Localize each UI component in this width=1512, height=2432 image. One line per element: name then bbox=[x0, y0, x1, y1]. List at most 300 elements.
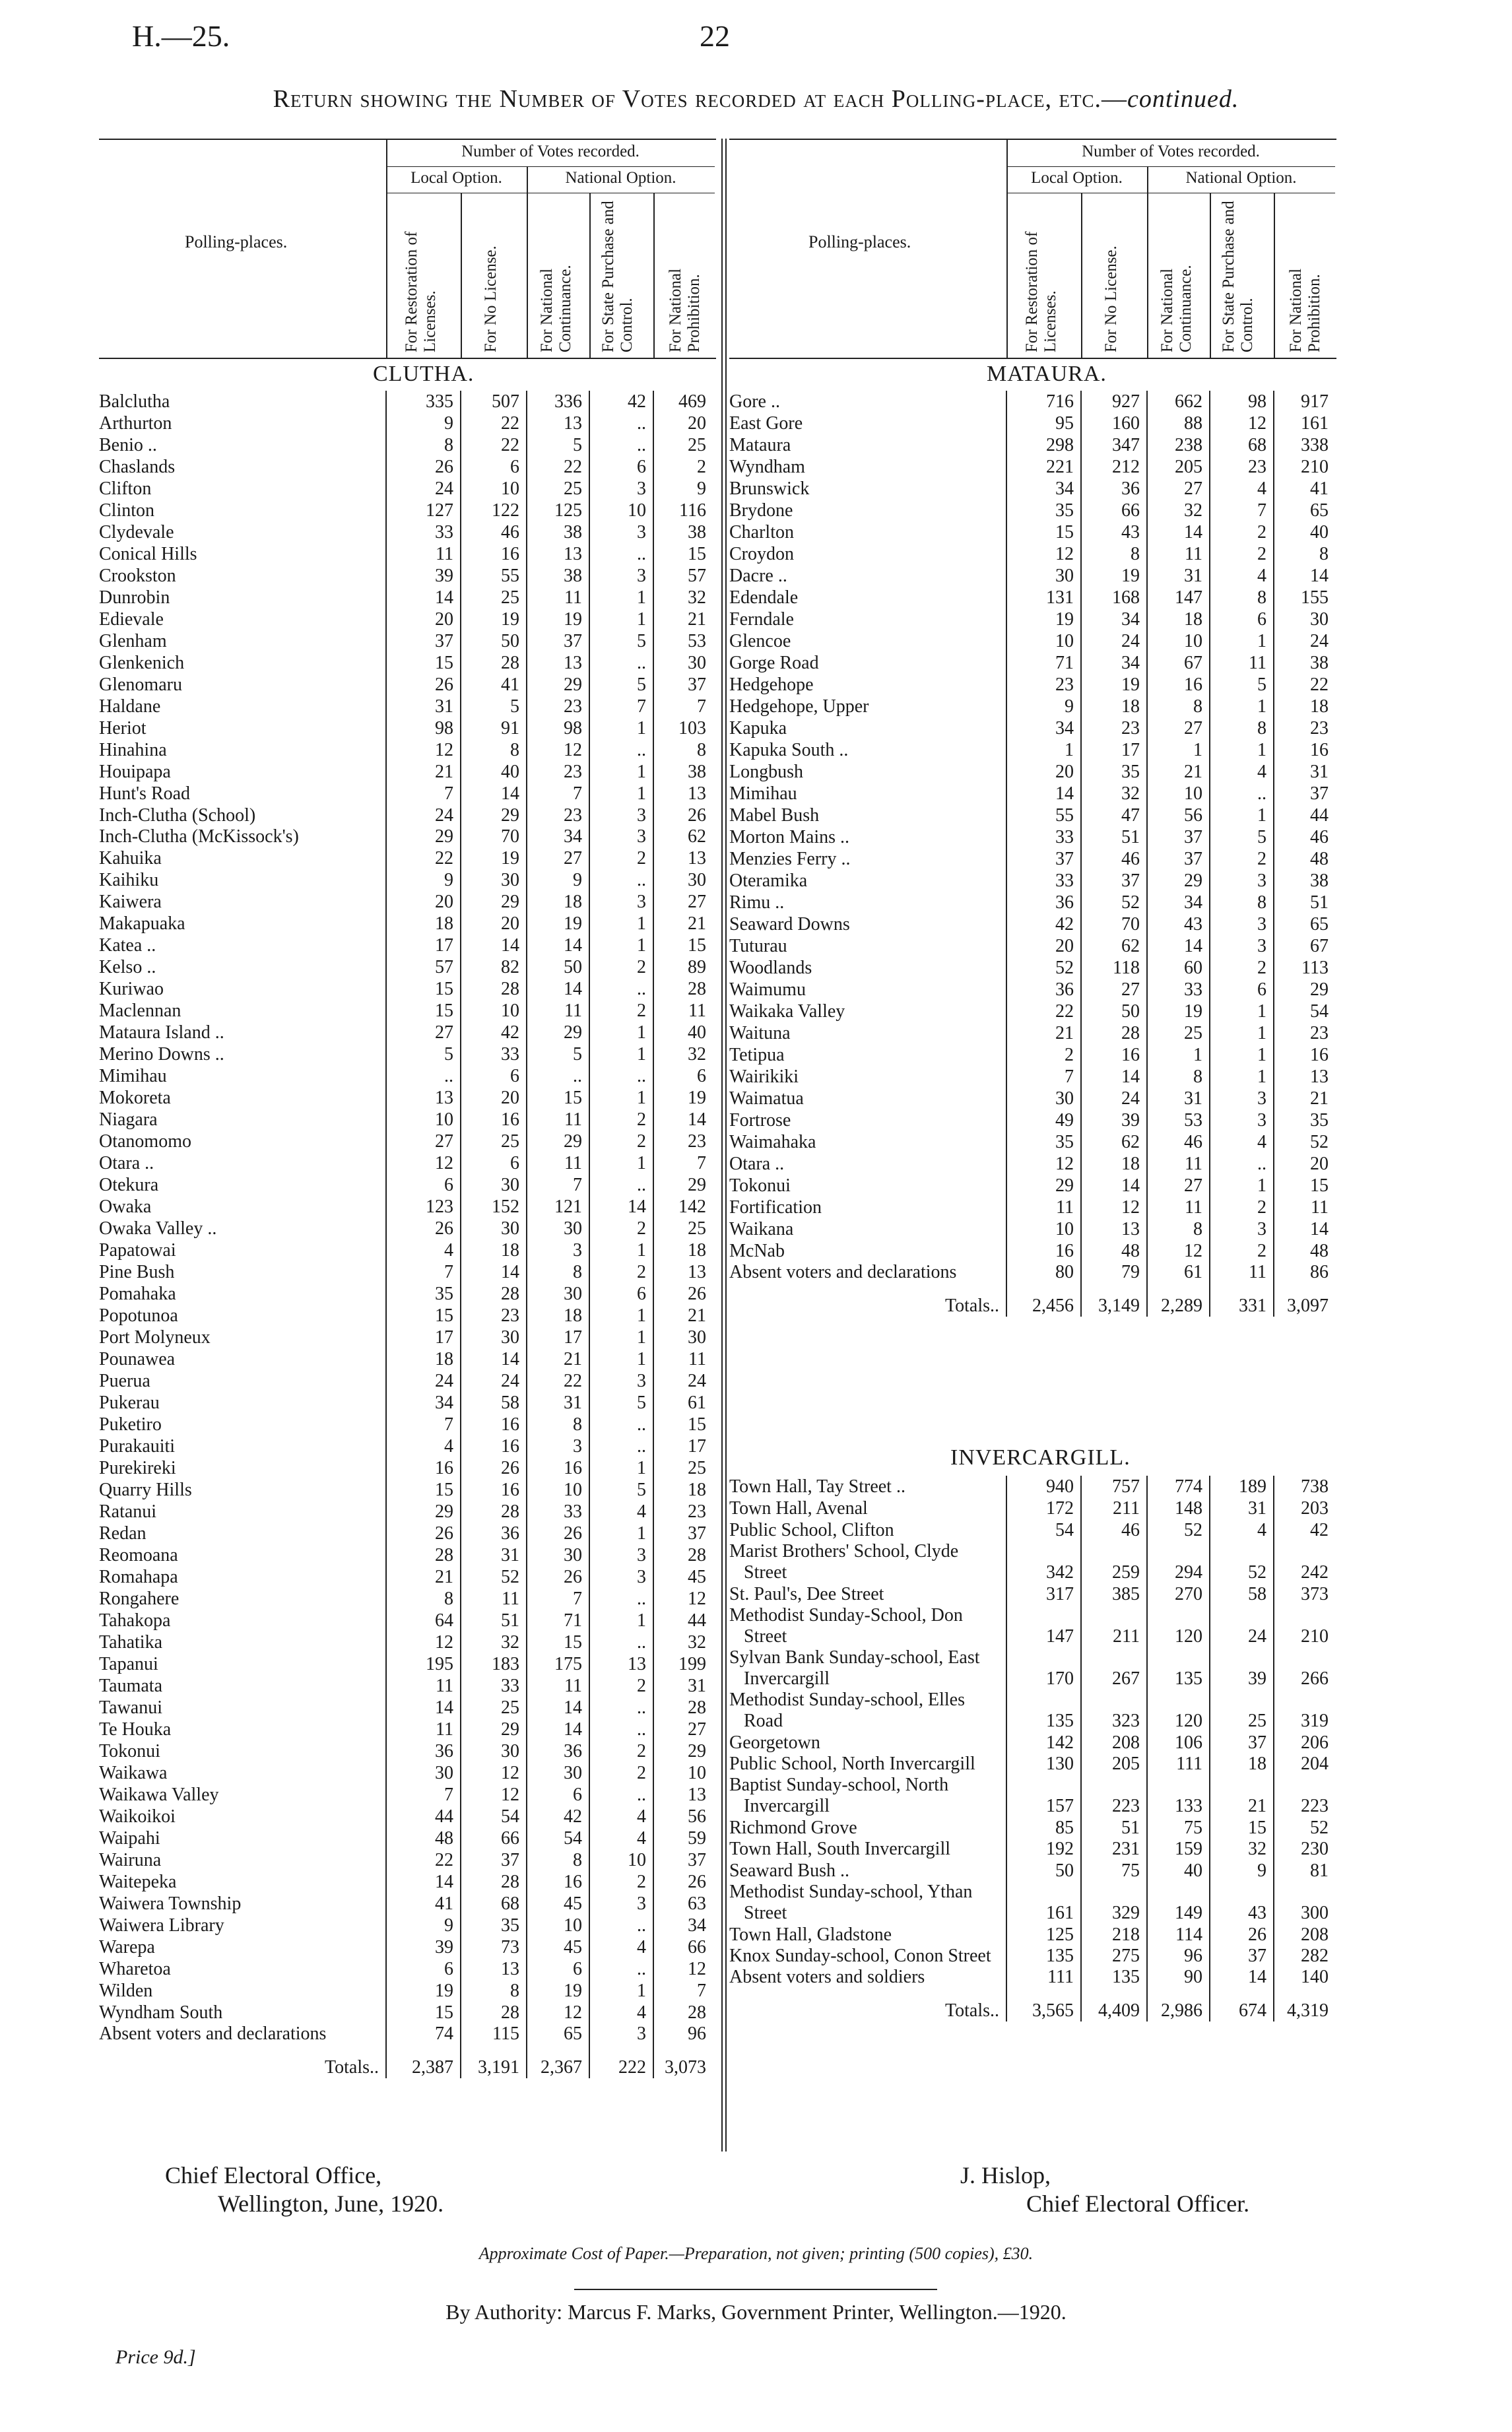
table-row bbox=[99, 1915, 713, 1936]
vote-count: 22 bbox=[461, 434, 527, 456]
totals-label: Totals.. bbox=[944, 2000, 999, 2021]
table-row bbox=[729, 1197, 1335, 1218]
vote-count: 11 bbox=[386, 543, 461, 565]
vote-count: 22 bbox=[386, 847, 461, 869]
polling-place-name: Methodist Sunday-School, Don Street bbox=[729, 1605, 963, 1647]
vote-count: 3 bbox=[1210, 913, 1274, 935]
vote-count: 130 bbox=[1006, 1754, 1081, 1775]
vote-count: 46 bbox=[1147, 1131, 1210, 1153]
table-row bbox=[729, 848, 1335, 870]
vote-count: 2 bbox=[589, 1261, 653, 1283]
vote-count: 24 bbox=[1081, 630, 1147, 652]
polling-place-name: Glenkenich bbox=[99, 653, 185, 673]
vote-count: 21 bbox=[386, 1566, 461, 1588]
polling-place-name: Waikoikoi bbox=[99, 1806, 176, 1827]
table-row bbox=[729, 761, 1335, 783]
table-row bbox=[99, 1566, 713, 1588]
vote-count: 5 bbox=[527, 434, 589, 456]
vote-count: 10 bbox=[386, 1109, 461, 1131]
polling-place-name: Gorge Road bbox=[729, 653, 819, 673]
vote-count: 20 bbox=[386, 891, 461, 913]
vote-count: 37 bbox=[386, 630, 461, 652]
vote-count: 21 bbox=[386, 761, 461, 783]
table-row bbox=[729, 805, 1335, 826]
vote-count: 10 bbox=[461, 478, 527, 500]
vote-count: 7 bbox=[653, 696, 713, 717]
vote-count: 2 bbox=[1210, 848, 1274, 870]
table-row bbox=[99, 826, 713, 847]
vote-count: 120 bbox=[1147, 1690, 1210, 1732]
table-row bbox=[729, 521, 1335, 543]
mataura-section bbox=[729, 391, 1335, 1317]
vote-count: 161 bbox=[1006, 1882, 1081, 1924]
vote-count: 39 bbox=[386, 1936, 461, 1958]
polling-place-name: Brunswick bbox=[729, 478, 810, 499]
col-state-purchase-heading-right: For State Purchase and Control. bbox=[1220, 201, 1256, 352]
vote-count: 13 bbox=[1274, 1066, 1335, 1088]
footer-rule bbox=[574, 2289, 937, 2290]
table-row bbox=[729, 1541, 1335, 1583]
polling-place-name: Oteramika bbox=[729, 871, 808, 891]
polling-place-name: Mimihau bbox=[729, 783, 797, 804]
polling-place-name: Menzies Ferry .. bbox=[729, 849, 851, 869]
vote-count: 19 bbox=[1147, 1001, 1210, 1022]
vote-count: 3 bbox=[589, 826, 653, 847]
table-row bbox=[729, 674, 1335, 696]
vote-count: 2 bbox=[589, 1871, 653, 1893]
vote-count: 43 bbox=[1081, 521, 1147, 543]
vote-count: 168 bbox=[1081, 587, 1147, 608]
vote-count: 8 bbox=[527, 1414, 589, 1435]
vote-count: 13 bbox=[461, 1958, 527, 1980]
polling-place-name: Absent voters and declarations bbox=[729, 1262, 957, 1282]
vote-count: 62 bbox=[1081, 935, 1147, 957]
vote-count: 15 bbox=[653, 935, 713, 956]
total-count: 2,456 bbox=[1006, 1283, 1081, 1317]
vote-count: 14 bbox=[386, 1697, 461, 1719]
polling-place-name: Town Hall, Gladstone bbox=[729, 1924, 892, 1945]
vote-count: 204 bbox=[1274, 1754, 1335, 1775]
vote-count: 32 bbox=[653, 587, 713, 608]
table-row bbox=[99, 391, 713, 412]
polling-place-name: Pomahaka bbox=[99, 1284, 176, 1304]
table-row bbox=[99, 805, 713, 826]
vote-count: 1 bbox=[589, 1305, 653, 1327]
vote-count: 71 bbox=[527, 1610, 589, 1631]
vote-count: 18 bbox=[386, 913, 461, 935]
polling-place-name: Town Hall, Tay Street .. bbox=[729, 1476, 905, 1497]
vote-count: 45 bbox=[527, 1893, 589, 1915]
col-state-purchase-heading: For State Purchase and Control. bbox=[599, 201, 636, 352]
vote-count: 131 bbox=[1006, 587, 1081, 608]
table-row bbox=[99, 1893, 713, 1915]
vote-count: 30 bbox=[653, 1327, 713, 1348]
vote-count: 6 bbox=[461, 1152, 527, 1174]
vote-count: 14 bbox=[1274, 1218, 1335, 1240]
vote-count: 26 bbox=[386, 1523, 461, 1544]
vote-count: 12 bbox=[527, 2002, 589, 2023]
vote-count: 38 bbox=[1274, 652, 1335, 674]
table-row bbox=[729, 1175, 1335, 1197]
vote-count: 1 bbox=[589, 1327, 653, 1348]
table-row bbox=[729, 652, 1335, 674]
polling-place-name: Waikana bbox=[729, 1219, 794, 1239]
vote-count: 1 bbox=[1147, 739, 1210, 761]
table-row bbox=[729, 1946, 1335, 1967]
table-row bbox=[729, 391, 1335, 412]
vote-count: 26 bbox=[527, 1523, 589, 1544]
vote-count: 11 bbox=[1147, 1197, 1210, 1218]
vote-count: 6 bbox=[589, 456, 653, 478]
vote-count: .. bbox=[589, 1915, 653, 1936]
vote-count: 11 bbox=[1147, 543, 1210, 565]
vote-count: 35 bbox=[461, 1915, 527, 1936]
table-row bbox=[99, 1588, 713, 1610]
vote-count: 33 bbox=[386, 521, 461, 543]
vote-count: 27 bbox=[653, 1719, 713, 1740]
vote-count: 189 bbox=[1210, 1476, 1274, 1497]
vote-count: 133 bbox=[1147, 1775, 1210, 1817]
vote-count: 86 bbox=[1274, 1262, 1335, 1283]
table-row bbox=[99, 956, 713, 978]
vote-count: 30 bbox=[461, 1174, 527, 1196]
vote-count: 35 bbox=[1006, 500, 1081, 521]
vote-count: 24 bbox=[386, 478, 461, 500]
vote-count: .. bbox=[386, 1065, 461, 1087]
vote-count: 37 bbox=[1274, 783, 1335, 805]
vote-count: 64 bbox=[386, 1610, 461, 1631]
table-row bbox=[729, 500, 1335, 521]
table-row bbox=[99, 543, 713, 565]
table-row bbox=[729, 1924, 1335, 1946]
vote-count: 24 bbox=[386, 805, 461, 826]
vote-count: 221 bbox=[1006, 456, 1081, 478]
vote-count: 34 bbox=[1006, 717, 1081, 739]
vote-count: 19 bbox=[1081, 674, 1147, 696]
table-row bbox=[99, 1806, 713, 1827]
total-count: 2,367 bbox=[527, 2045, 589, 2078]
votes-recorded-heading-right: Number of Votes recorded. bbox=[1082, 143, 1260, 160]
vote-count: 29 bbox=[653, 1740, 713, 1762]
vote-count: 205 bbox=[1081, 1754, 1147, 1775]
vote-count: 294 bbox=[1147, 1541, 1210, 1583]
vote-count: 36 bbox=[1081, 478, 1147, 500]
vote-count: 46 bbox=[461, 521, 527, 543]
table-row bbox=[99, 1152, 713, 1174]
polling-place-name: Conical Hills bbox=[99, 544, 197, 564]
vote-count: 29 bbox=[653, 1174, 713, 1196]
table-row bbox=[99, 1675, 713, 1697]
table-row bbox=[729, 543, 1335, 565]
polling-place-name: Redan bbox=[99, 1523, 147, 1544]
vote-count: .. bbox=[1210, 783, 1274, 805]
vote-count: 28 bbox=[653, 1544, 713, 1566]
vote-count: 14 bbox=[386, 587, 461, 608]
vote-count: 15 bbox=[527, 1087, 589, 1109]
vote-count: 1 bbox=[1210, 1044, 1274, 1066]
table-row bbox=[729, 739, 1335, 761]
table-row bbox=[99, 1523, 713, 1544]
polling-place-name: Gore .. bbox=[729, 391, 780, 412]
polling-place-name: Inch-Clutha (McKissock's) bbox=[99, 826, 299, 847]
vote-count: 14 bbox=[527, 1719, 589, 1740]
vote-count: .. bbox=[589, 1174, 653, 1196]
vote-count: 20 bbox=[1274, 1153, 1335, 1175]
polling-place-name: Dacre .. bbox=[729, 566, 787, 586]
vote-count: 42 bbox=[461, 1022, 527, 1043]
table-row bbox=[99, 761, 713, 783]
polling-place-name: Quarry Hills bbox=[99, 1480, 192, 1500]
vote-count: 298 bbox=[1006, 434, 1081, 456]
vote-count: 270 bbox=[1147, 1583, 1210, 1605]
vote-count: 27 bbox=[1147, 478, 1210, 500]
vote-count: 10 bbox=[1147, 630, 1210, 652]
vote-count: 13 bbox=[1081, 1218, 1147, 1240]
total-count: 2,289 bbox=[1147, 1283, 1210, 1317]
vote-count: 11 bbox=[527, 1152, 589, 1174]
vote-count: 26 bbox=[386, 456, 461, 478]
vote-count: 218 bbox=[1081, 1924, 1147, 1946]
vote-count: 98 bbox=[527, 717, 589, 739]
table-row bbox=[99, 456, 713, 478]
table-row bbox=[729, 1497, 1335, 1519]
vote-count: 66 bbox=[1081, 500, 1147, 521]
vote-count: 238 bbox=[1147, 434, 1210, 456]
vote-count: 46 bbox=[1081, 848, 1147, 870]
vote-count: 67 bbox=[1274, 935, 1335, 957]
vote-count: 2 bbox=[1210, 1240, 1274, 1262]
vote-count: 3 bbox=[1210, 1088, 1274, 1109]
total-count: 331 bbox=[1210, 1283, 1274, 1317]
vote-count: 31 bbox=[1147, 1088, 1210, 1109]
table-row bbox=[99, 1370, 713, 1392]
col-prohibition-heading-right: For National Prohibition. bbox=[1287, 268, 1323, 352]
vote-count: 1 bbox=[589, 1152, 653, 1174]
vote-count: 338 bbox=[1274, 434, 1335, 456]
vote-count: 21 bbox=[1210, 1775, 1274, 1817]
vote-count: 33 bbox=[461, 1675, 527, 1697]
vote-count: 23 bbox=[1210, 456, 1274, 478]
vote-count: 13 bbox=[527, 412, 589, 434]
vote-count: 11 bbox=[527, 1109, 589, 1131]
vote-count: 22 bbox=[386, 1849, 461, 1871]
vote-count: 29 bbox=[1274, 979, 1335, 1001]
polling-place-name: Brydone bbox=[729, 500, 793, 521]
vote-count: 2 bbox=[1210, 543, 1274, 565]
vote-count: 23 bbox=[461, 1305, 527, 1327]
polling-place-name: Inch-Clutha (School) bbox=[99, 805, 256, 826]
vote-count: 49 bbox=[1006, 1109, 1081, 1131]
vote-count: 11 bbox=[1210, 652, 1274, 674]
vote-count: 48 bbox=[1274, 848, 1335, 870]
vote-count: 19 bbox=[386, 1980, 461, 2002]
vote-count: 2 bbox=[653, 456, 713, 478]
polling-place-name: Pounawea bbox=[99, 1349, 176, 1369]
vote-count: 70 bbox=[461, 826, 527, 847]
table-row bbox=[729, 1583, 1335, 1605]
vote-count: 22 bbox=[527, 456, 589, 478]
vote-count: 13 bbox=[653, 847, 713, 869]
vote-count: 9 bbox=[386, 869, 461, 891]
table-row bbox=[729, 1022, 1335, 1044]
polling-place-name: Longbush bbox=[729, 762, 803, 782]
vote-count: 27 bbox=[386, 1131, 461, 1152]
vote-count: 8 bbox=[1081, 543, 1147, 565]
vote-count: 30 bbox=[653, 869, 713, 891]
vote-count: 9 bbox=[1210, 1860, 1274, 1882]
table-row bbox=[729, 935, 1335, 957]
invercargill-heading: INVERCARGILL. bbox=[950, 1445, 1131, 1470]
vote-count: 205 bbox=[1147, 456, 1210, 478]
vote-count: 9 bbox=[386, 412, 461, 434]
vote-count: 25 bbox=[1147, 1022, 1210, 1044]
table-row bbox=[99, 1327, 713, 1348]
total-count: 2,986 bbox=[1147, 1988, 1210, 2021]
vote-count: 37 bbox=[1147, 826, 1210, 848]
vote-count: 18 bbox=[1081, 696, 1147, 717]
vote-count: 9 bbox=[527, 869, 589, 891]
vote-count: 31 bbox=[1147, 565, 1210, 587]
table-row bbox=[99, 1283, 713, 1305]
vote-count: 317 bbox=[1006, 1583, 1081, 1605]
vote-count: 65 bbox=[527, 2023, 589, 2045]
vote-count: 20 bbox=[461, 913, 527, 935]
vote-count: 85 bbox=[1006, 1817, 1081, 1839]
vote-count: 25 bbox=[527, 478, 589, 500]
polling-place-name: Crookston bbox=[99, 566, 176, 586]
polling-place-name: Popotunoa bbox=[99, 1305, 178, 1326]
table-row bbox=[99, 2002, 713, 2023]
polling-place-name: Woodlands bbox=[729, 958, 812, 978]
vote-count: 662 bbox=[1147, 391, 1210, 412]
vote-count: 8 bbox=[1147, 1218, 1210, 1240]
vote-count: 91 bbox=[461, 717, 527, 739]
vote-count: 34 bbox=[1081, 608, 1147, 630]
polling-place-name: Waiwera Library bbox=[99, 1915, 224, 1936]
vote-count: 6 bbox=[461, 456, 527, 478]
vote-count: 25 bbox=[653, 1218, 713, 1239]
vote-count: 3 bbox=[589, 565, 653, 587]
polling-place-name: Arthurton bbox=[99, 413, 172, 434]
vote-count: 58 bbox=[461, 1392, 527, 1414]
vote-count: 29 bbox=[527, 674, 589, 696]
vote-count: 50 bbox=[527, 956, 589, 978]
vote-count: 12 bbox=[386, 739, 461, 761]
vote-count: 10 bbox=[589, 500, 653, 521]
vote-count: 1 bbox=[589, 761, 653, 783]
vote-count: 6 bbox=[527, 1958, 589, 1980]
vote-count: 11 bbox=[1006, 1197, 1081, 1218]
polling-place-name: Richmond Grove bbox=[729, 1818, 857, 1838]
vote-count: 19 bbox=[527, 608, 589, 630]
vote-count: 3 bbox=[589, 891, 653, 913]
vote-count: 39 bbox=[1210, 1647, 1274, 1690]
vote-count: 29 bbox=[527, 1022, 589, 1043]
vote-count: 2 bbox=[1006, 1044, 1081, 1066]
table-row bbox=[729, 1647, 1335, 1690]
vote-count: 61 bbox=[653, 1392, 713, 1414]
polling-place-name: Haldane bbox=[99, 696, 161, 717]
vote-count: 18 bbox=[653, 1239, 713, 1261]
vote-count: 111 bbox=[1147, 1754, 1210, 1775]
vote-count: 35 bbox=[1006, 1131, 1081, 1153]
vote-count: 26 bbox=[386, 674, 461, 696]
vote-count: 29 bbox=[527, 1131, 589, 1152]
table-row bbox=[729, 717, 1335, 739]
vote-count: 51 bbox=[1081, 826, 1147, 848]
vote-count: 5 bbox=[461, 696, 527, 717]
vote-count: 2 bbox=[589, 1109, 653, 1131]
table-row bbox=[99, 1218, 713, 1239]
polling-place-name: Hunt's Road bbox=[99, 783, 191, 804]
vote-count: 37 bbox=[1210, 1732, 1274, 1754]
vote-count: 38 bbox=[1274, 870, 1335, 892]
vote-count: 40 bbox=[1274, 521, 1335, 543]
vote-count: 11 bbox=[527, 1675, 589, 1697]
vote-count: 80 bbox=[1006, 1262, 1081, 1283]
document-code: H.—25. bbox=[132, 19, 230, 53]
vote-count: 8 bbox=[653, 739, 713, 761]
vote-count: .. bbox=[589, 978, 653, 1000]
vote-count: 738 bbox=[1274, 1476, 1335, 1497]
vote-count: 32 bbox=[653, 1043, 713, 1065]
vote-count: 28 bbox=[386, 1544, 461, 1566]
vote-count: 469 bbox=[653, 391, 713, 412]
table-row bbox=[729, 957, 1335, 979]
table-row bbox=[99, 891, 713, 913]
vote-count: 16 bbox=[1274, 739, 1335, 761]
table-row bbox=[99, 1131, 713, 1152]
vote-count: 17 bbox=[1081, 739, 1147, 761]
polling-place-name: Hedgehope, Upper bbox=[729, 696, 869, 717]
vote-count: 34 bbox=[386, 1392, 461, 1414]
vote-count: 12 bbox=[527, 739, 589, 761]
vote-count: 33 bbox=[527, 1501, 589, 1523]
vote-count: 52 bbox=[1081, 892, 1147, 913]
vote-count: 36 bbox=[1006, 892, 1081, 913]
vote-count: 142 bbox=[1006, 1732, 1081, 1754]
vote-count: .. bbox=[589, 1588, 653, 1610]
vote-count: 39 bbox=[386, 565, 461, 587]
vote-count: 12 bbox=[1147, 1240, 1210, 1262]
vote-count: 40 bbox=[1147, 1860, 1210, 1882]
polling-place-name: St. Paul's, Dee Street bbox=[729, 1584, 884, 1604]
vote-count: 28 bbox=[461, 978, 527, 1000]
vote-count: 15 bbox=[386, 1479, 461, 1501]
vote-count: 1 bbox=[589, 1980, 653, 2002]
title-continued: continued. bbox=[1127, 85, 1239, 113]
vote-count: 52 bbox=[1274, 1131, 1335, 1153]
table-row bbox=[99, 935, 713, 956]
vote-count: 50 bbox=[461, 630, 527, 652]
vote-count: 152 bbox=[461, 1196, 527, 1218]
vote-count: 23 bbox=[527, 761, 589, 783]
polling-place-name: Wyndham South bbox=[99, 2002, 223, 2023]
vote-count: 1 bbox=[589, 717, 653, 739]
price: Price 9d.] bbox=[115, 2346, 196, 2368]
vote-count: 34 bbox=[527, 826, 589, 847]
vote-count: 37 bbox=[1081, 870, 1147, 892]
vote-count: 11 bbox=[461, 1588, 527, 1610]
table-row bbox=[99, 1653, 713, 1675]
vote-count: 54 bbox=[461, 1806, 527, 1827]
vote-count: 121 bbox=[527, 1196, 589, 1218]
vote-count: 6 bbox=[589, 1283, 653, 1305]
vote-count: 159 bbox=[1147, 1839, 1210, 1860]
col-continuance-heading: For National Continuance. bbox=[538, 265, 574, 352]
vote-count: 17 bbox=[527, 1327, 589, 1348]
total-count: 222 bbox=[589, 2045, 653, 2078]
